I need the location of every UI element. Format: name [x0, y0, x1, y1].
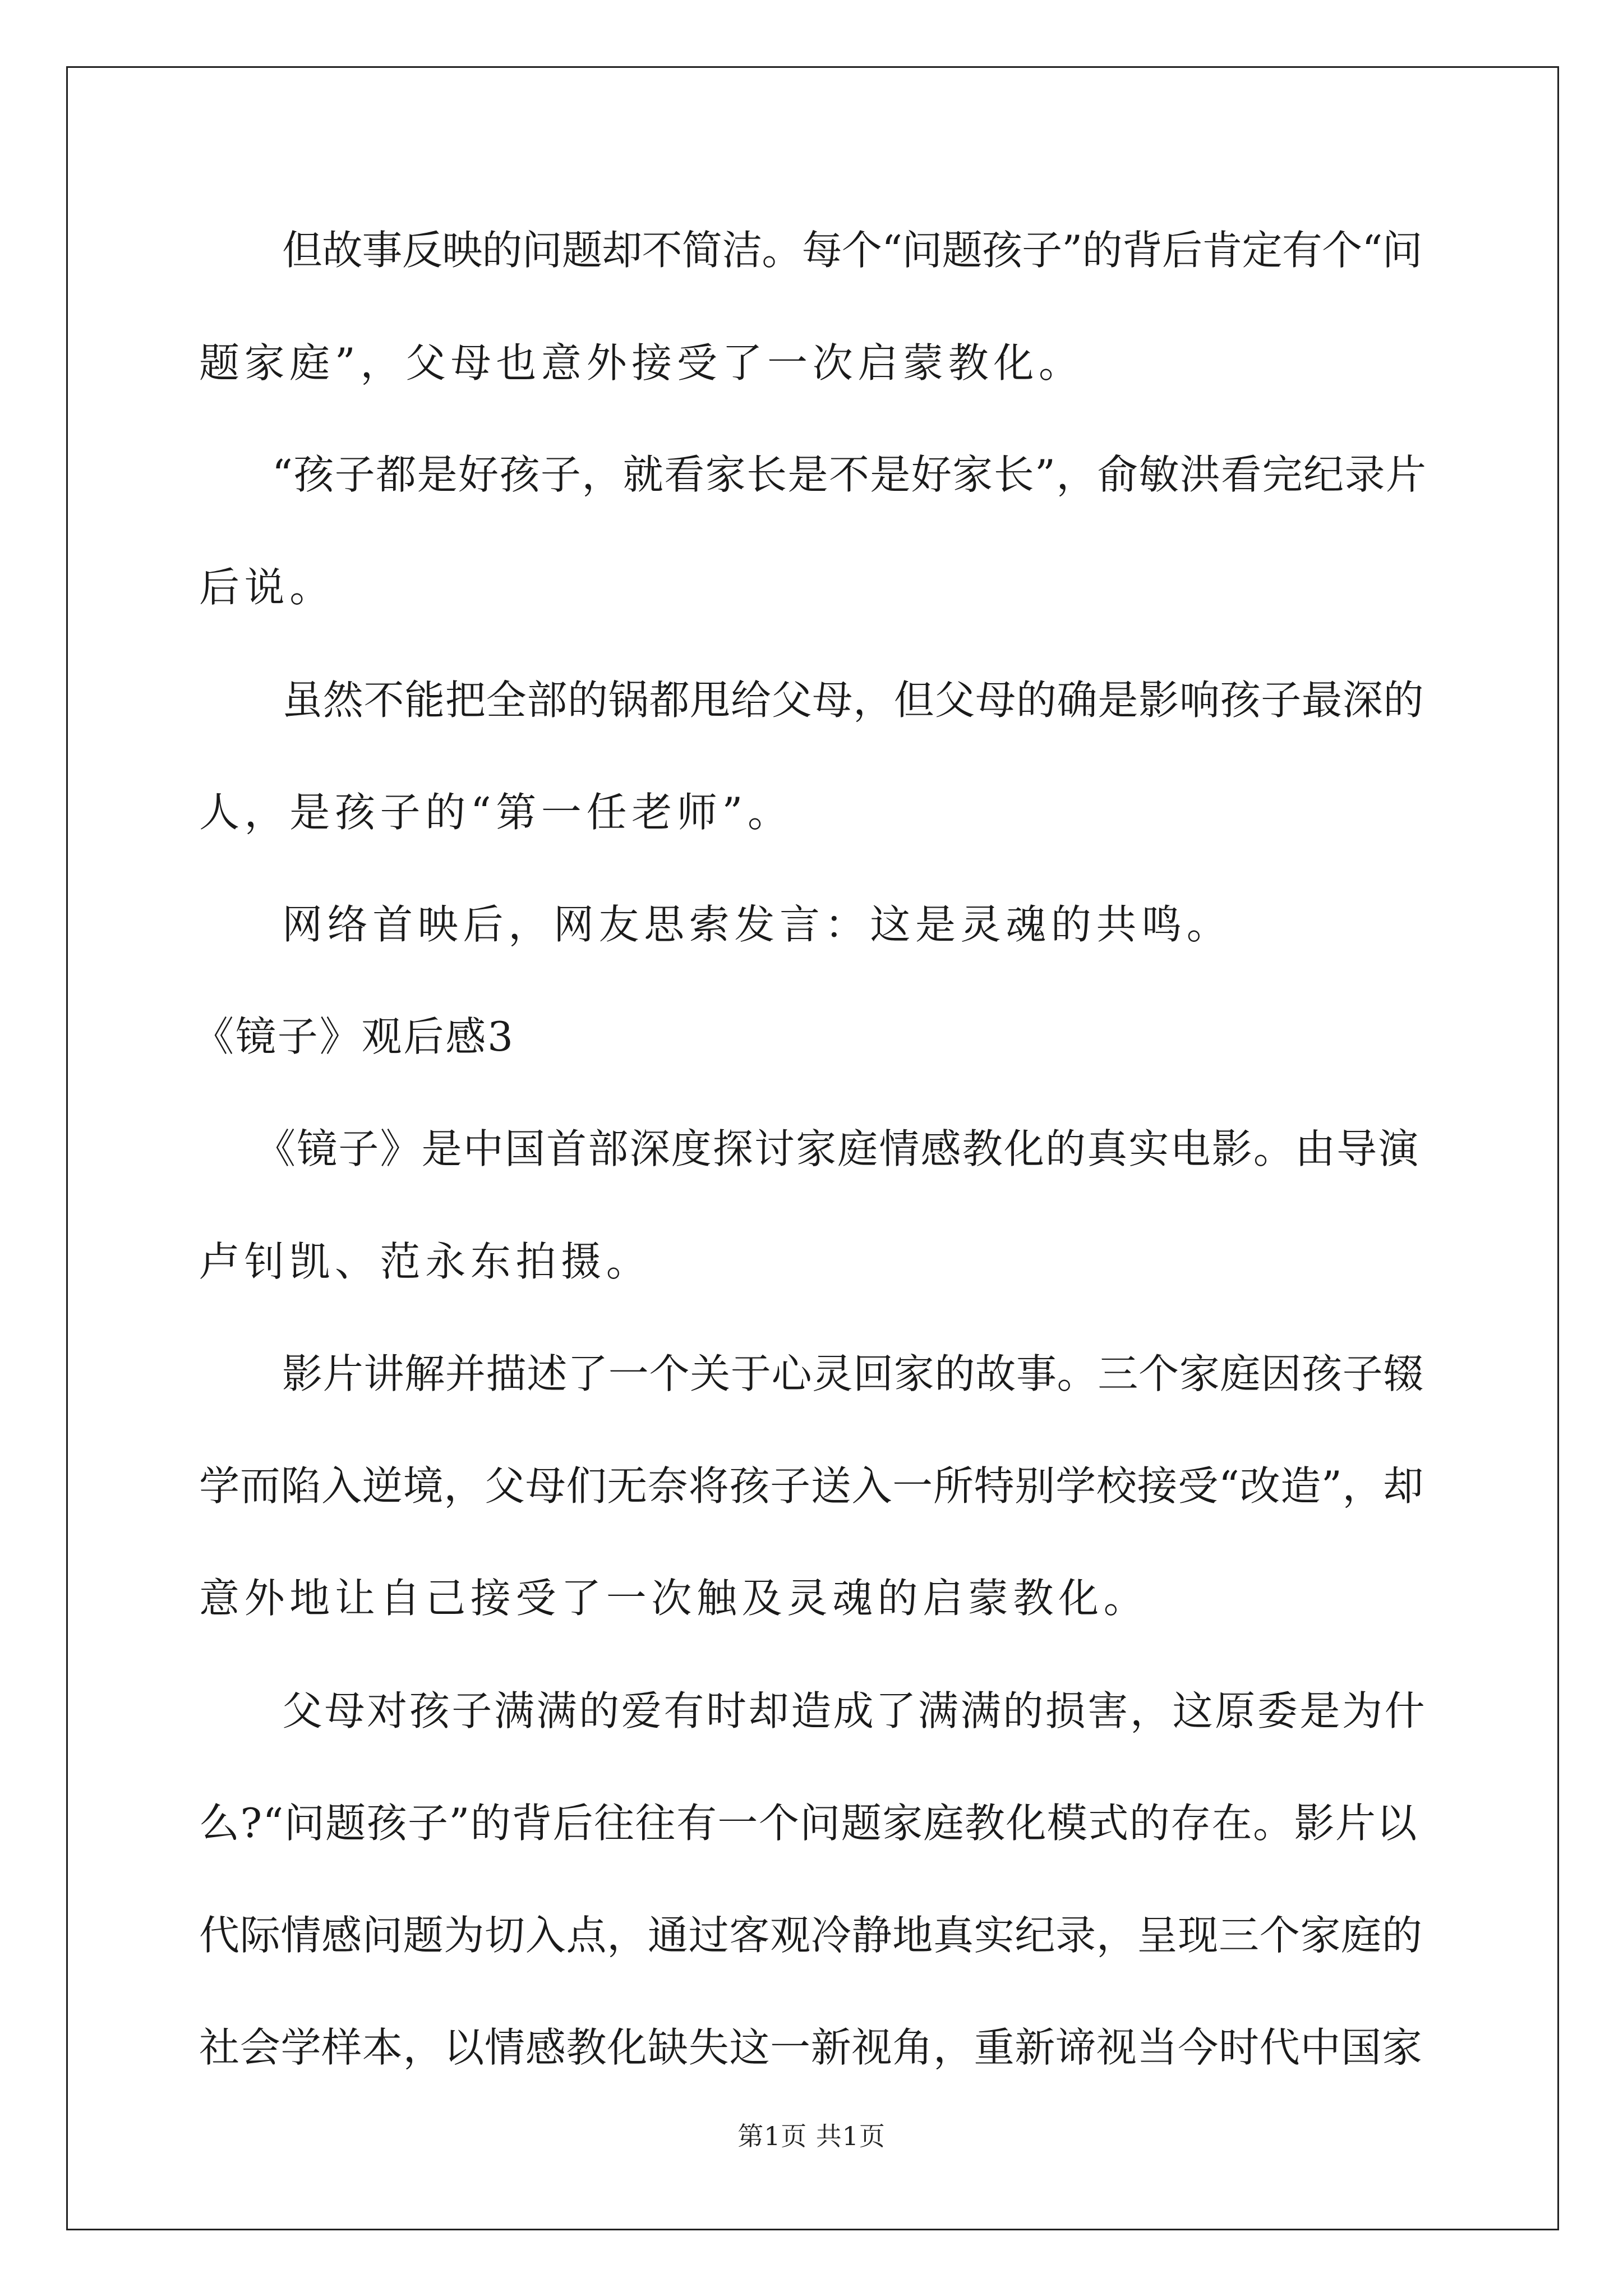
- text-line: 但故事反映的问题却不简洁。每个“问题孩子”的背后肯定有个“问: [282, 227, 1422, 274]
- text-line: 网络首映后，网友思索发言：这是灵魂的共鸣。: [282, 901, 1232, 948]
- text-line: “孩子都是好孩子，就看家长是不是好家长”，俞敏洪看完纪录片: [272, 451, 1427, 498]
- text-line: 虽然不能把全部的锅都甩给父母，但父母的确是影响孩子最深的: [282, 677, 1424, 724]
- text-line: 代际情感问题为切入点，通过客观冷静地真实纪录，呈现三个家庭的: [199, 1912, 1423, 1959]
- text-line: 卢钊凯、范永东拍摄。: [199, 1238, 652, 1285]
- text-line: 社会学样本，以情感教化缺失这一新视角，重新谛视当今时代中国家: [199, 2024, 1423, 2071]
- text-line: 学而陷入逆境，父母们无奈将孩子送入一所特别学校接受“改造”，却: [199, 1462, 1424, 1510]
- text-line: 后说。: [199, 564, 335, 611]
- text-line: 父母对孩子满满的爱有时却造成了满满的损害，这原委是为什: [282, 1687, 1427, 1734]
- text-line: 影片讲解并描述了一个关于心灵回家的故事。三个家庭因孩子辍: [282, 1350, 1424, 1397]
- text-line: 题家庭”，父母也意外接受了一次启蒙教化。: [199, 339, 1084, 386]
- section-heading: 《镜子》观后感3: [193, 1013, 515, 1060]
- text-line: 人，是孩子的“第一任老师”。: [199, 789, 793, 836]
- text-line: 么?“问题孩子”的背后往往有一个问题家庭教化模式的存在。影片以: [199, 1800, 1418, 1847]
- text-line: 《镜子》是中国首部深度探讨家庭情感教化的真实电影。由导演: [255, 1125, 1420, 1172]
- text-line: 意外地让自己接受了一次触及灵魂的启蒙教化。: [199, 1575, 1149, 1622]
- page-footer: 第1页 共1页: [737, 2121, 886, 2151]
